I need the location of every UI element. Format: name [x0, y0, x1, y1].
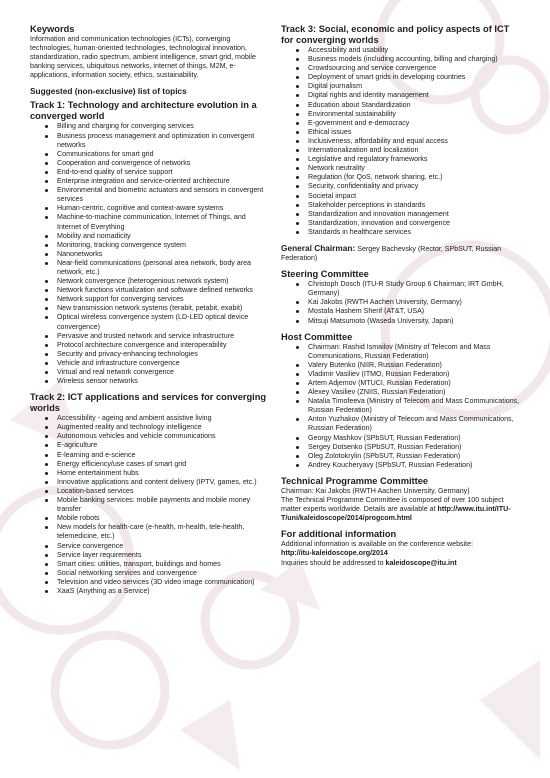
list-item: Innovative applications and content delivery (IPTV, games, etc.) — [45, 478, 270, 487]
list-item: Near-field communications (personal area network, body area network, etc.) — [45, 259, 270, 277]
list-item: Christoph Dosch (ITU-R Study Group 6 Chairman; IRT GmbH, Germany) — [296, 280, 521, 298]
list-item: Ethical issues — [296, 128, 521, 137]
additional-text: Additional information is available on the conference website: — [281, 540, 474, 549]
list-item: Autonomous vehicles and vehicle communications — [45, 432, 270, 441]
general-chairman-text: Sergey Bachevsky (Rector, SPbSUT, Russian Federation) — [281, 244, 502, 263]
track1-list — [30, 122, 270, 386]
left-column — [30, 24, 270, 596]
list-item: Societal impact — [296, 192, 521, 201]
list-item: Service convergence — [45, 542, 270, 551]
list-item: Mobile robots — [45, 514, 270, 523]
list-item: Education about Standardization — [296, 101, 521, 110]
host-heading: Host Committee — [281, 331, 353, 342]
list-item: Chairman: Rashid Ismailov (Ministry of Telecom and Mass Communications, Russian Federation) — [296, 343, 521, 361]
additional-heading: For additional information — [281, 529, 397, 540]
list-item: Inclusiveness, affordability and equal access — [296, 137, 521, 146]
list-item: End-to-end quality of service support — [45, 168, 270, 177]
list-item: Virtual and real network convergence — [45, 368, 270, 377]
topics-heading: Suggested (non-exclusive) list of topics — [30, 86, 187, 97]
list-item: Business models (including accounting, billing and charging) — [296, 55, 521, 64]
right-column — [281, 24, 521, 568]
track3-heading: Track 3: Social, economic and policy aspects of ICT for converging worlds — [281, 24, 510, 45]
list-item: Network support for converging services — [45, 295, 270, 304]
general-chairman — [281, 243, 521, 263]
list-item: Internationalization and localization — [296, 146, 521, 155]
list-item: Alexey Vasiliev (ZNIIS, Russian Federation) — [296, 388, 521, 397]
list-item: Energy efficiency/use cases of smart grid — [45, 460, 270, 469]
keywords-text: Information and communication technologies (ICTs), converging technologies, human-oriented technologies, technological innovation, standardization, radio spectrum, ambient intelligence, smart grid, mobile banking services, ubiquitous networks, internet of things, M2M, e-applications, information society, ethics, sustainability. — [30, 35, 256, 80]
track1-heading: Track 1: Technology and architecture evolution in a converged world — [30, 100, 257, 122]
list-item: Andrey Koucheryavy (SPbSUT, Russian Federation) — [296, 461, 521, 470]
list-item: Georgy Mashkov (SPbSUT, Russian Federation) — [296, 434, 521, 443]
list-item: Protocol architecture convergence and interoperability — [45, 341, 270, 350]
list-item: Digital rights and identity management — [296, 91, 521, 100]
list-item: Security and privacy-enhancing technologies — [45, 350, 270, 359]
email-link[interactable]: kaleidoscope@itu.int — [385, 558, 457, 567]
list-item: Network neutrality — [296, 164, 521, 173]
host-list — [281, 343, 521, 470]
list-item: Crowdsourcing and service convergence — [296, 64, 521, 73]
list-item: Natalia Timofeeva (Ministry of Telecom and Mass Communications, Russian Federation) — [296, 397, 521, 415]
list-item: Machine-to-machine communication, Internet of Things, and Internet of Everything — [45, 213, 270, 231]
list-item: Wireless sensor networks — [45, 377, 270, 386]
tpc-text: The Technical Programme Committee is composed of over 100 subject matter experts worldwide. Details are available at — [281, 496, 504, 514]
inquiries-text: Inquiries should be addressed to — [281, 558, 386, 567]
list-item: Nanonetworks — [45, 250, 270, 259]
list-item: Mobility and nomadicity — [45, 232, 270, 241]
list-item: Billing and charging for converging services — [45, 122, 270, 131]
list-item: Network convergence (heterogenious network system) — [45, 277, 270, 286]
list-item: Monitoring, tracking convergence system — [45, 241, 270, 250]
list-item: Valery Butenko (NIIR, Russian Federation) — [296, 361, 521, 370]
inquiries-line — [281, 559, 521, 568]
list-item: Cooperation and convergence of networks — [45, 159, 270, 168]
list-item: New models for health-care (e-health, m-health, tele-health, telemedicine, etc.) — [45, 523, 270, 541]
list-item: Human-centric, cognitive and context-aware systems — [45, 204, 270, 213]
tpc-text-block — [281, 496, 521, 523]
list-item: Business process management and optimization in convergent networks — [45, 132, 270, 150]
list-item: Digital journalism — [296, 82, 521, 91]
list-item: Enterprise integration and service-oriented architecture — [45, 177, 270, 186]
list-item: Sergey Dotsenko (SPbSUT, Russian Federation) — [296, 443, 521, 452]
list-item: Kai Jakobs (RWTH Aachen University, Germany) — [296, 298, 521, 307]
list-item: Mostafa Hashem Sherif (AT&T, USA) — [296, 307, 521, 316]
list-item: Augmented reality and technology intelligence — [45, 423, 270, 432]
tpc-chair: Chairman: Kai Jakobs (RWTH Aachen University, Germany) — [281, 486, 470, 495]
list-item: Network functions virtualization and software defined networks — [45, 286, 270, 295]
list-item: Regulation (for QoS, network sharing, etc.) — [296, 173, 521, 182]
list-item: Oleg Zolotokrylin (SPbSUT, Russian Federation) — [296, 452, 521, 461]
list-item: Deployment of smart grids in developing countries — [296, 73, 521, 82]
track2-list — [30, 414, 270, 596]
list-item: Communications for smart grid — [45, 150, 270, 159]
keywords-heading: Keywords — [30, 24, 75, 34]
list-item: Television and video services (3D video image communication) — [45, 578, 270, 587]
conference-website-link[interactable]: http://itu-kaleidoscope.org/2014 — [281, 549, 388, 558]
list-item: Location-based services — [45, 487, 270, 496]
list-item: Security, confidentiality and privacy — [296, 182, 521, 191]
list-item: Anton Yuzhakov (Ministry of Telecom and Mass Communications, Russian Federation) — [296, 415, 521, 433]
tpc-link[interactable]: http://www.itu.int/ITU-T/uni/kaleidoscope/2014/progcom.html — [281, 505, 511, 523]
list-item: Accessibility - ageing and ambient assistive living — [45, 414, 270, 423]
list-item: Home entertainment hubs — [45, 469, 270, 478]
list-item: Mobile banking services: mobile payments and mobile money transfer — [45, 496, 270, 514]
list-item: E-learning and e-science — [45, 451, 270, 460]
tpc-heading: Technical Programme Committee — [281, 475, 429, 486]
list-item: Standards in healthcare services — [296, 228, 521, 237]
steering-heading: Steering Committee — [281, 269, 369, 280]
list-item: E-government and e-democracy — [296, 119, 521, 128]
list-item: Pervasive and trusted network and service infrastructure — [45, 332, 270, 341]
list-item: Service layer requirements — [45, 551, 270, 560]
list-item: Vehicle and infrastructure convergence — [45, 359, 270, 368]
list-item: Artem Adjemov (MTUCI, Russian Federation) — [296, 379, 521, 388]
list-item: Standardization and innovation management — [296, 210, 521, 219]
list-item: Vladimir Vasiliev (ITMO, Russian Federation) — [296, 370, 521, 379]
list-item: E-agriculture — [45, 441, 270, 450]
list-item: Optical wireless convergence system (LD-LED optical device convergence) — [45, 313, 270, 331]
list-item: Environmental sustainability — [296, 110, 521, 119]
list-item: Social networking services and convergence — [45, 569, 270, 578]
track3-list — [281, 46, 521, 237]
list-item: Environmental and biometric actuators and sensors in convergent services — [45, 186, 270, 204]
list-item: New transmission network systems (terabit, petabit, exabit) — [45, 304, 270, 313]
list-item: Standardization, innovation and convergence — [296, 219, 521, 228]
steering-list — [281, 280, 521, 325]
list-item: Legislative and regulatory frameworks — [296, 155, 521, 164]
general-chairman-label: General Chairman: — [281, 242, 356, 253]
list-item: Smart cities: utilities, transport, buildings and homes — [45, 560, 270, 569]
list-item: Stakeholder perceptions in standards — [296, 201, 521, 210]
list-item: XaaS (Anything as a Service) — [45, 587, 270, 596]
list-item: Mitsuji Matsumoto (Waseda University, Japan) — [296, 317, 521, 326]
list-item: Accessibility and usability — [296, 46, 521, 55]
track2-heading: Track 2: ICT applications and services for converging worlds — [30, 392, 267, 414]
